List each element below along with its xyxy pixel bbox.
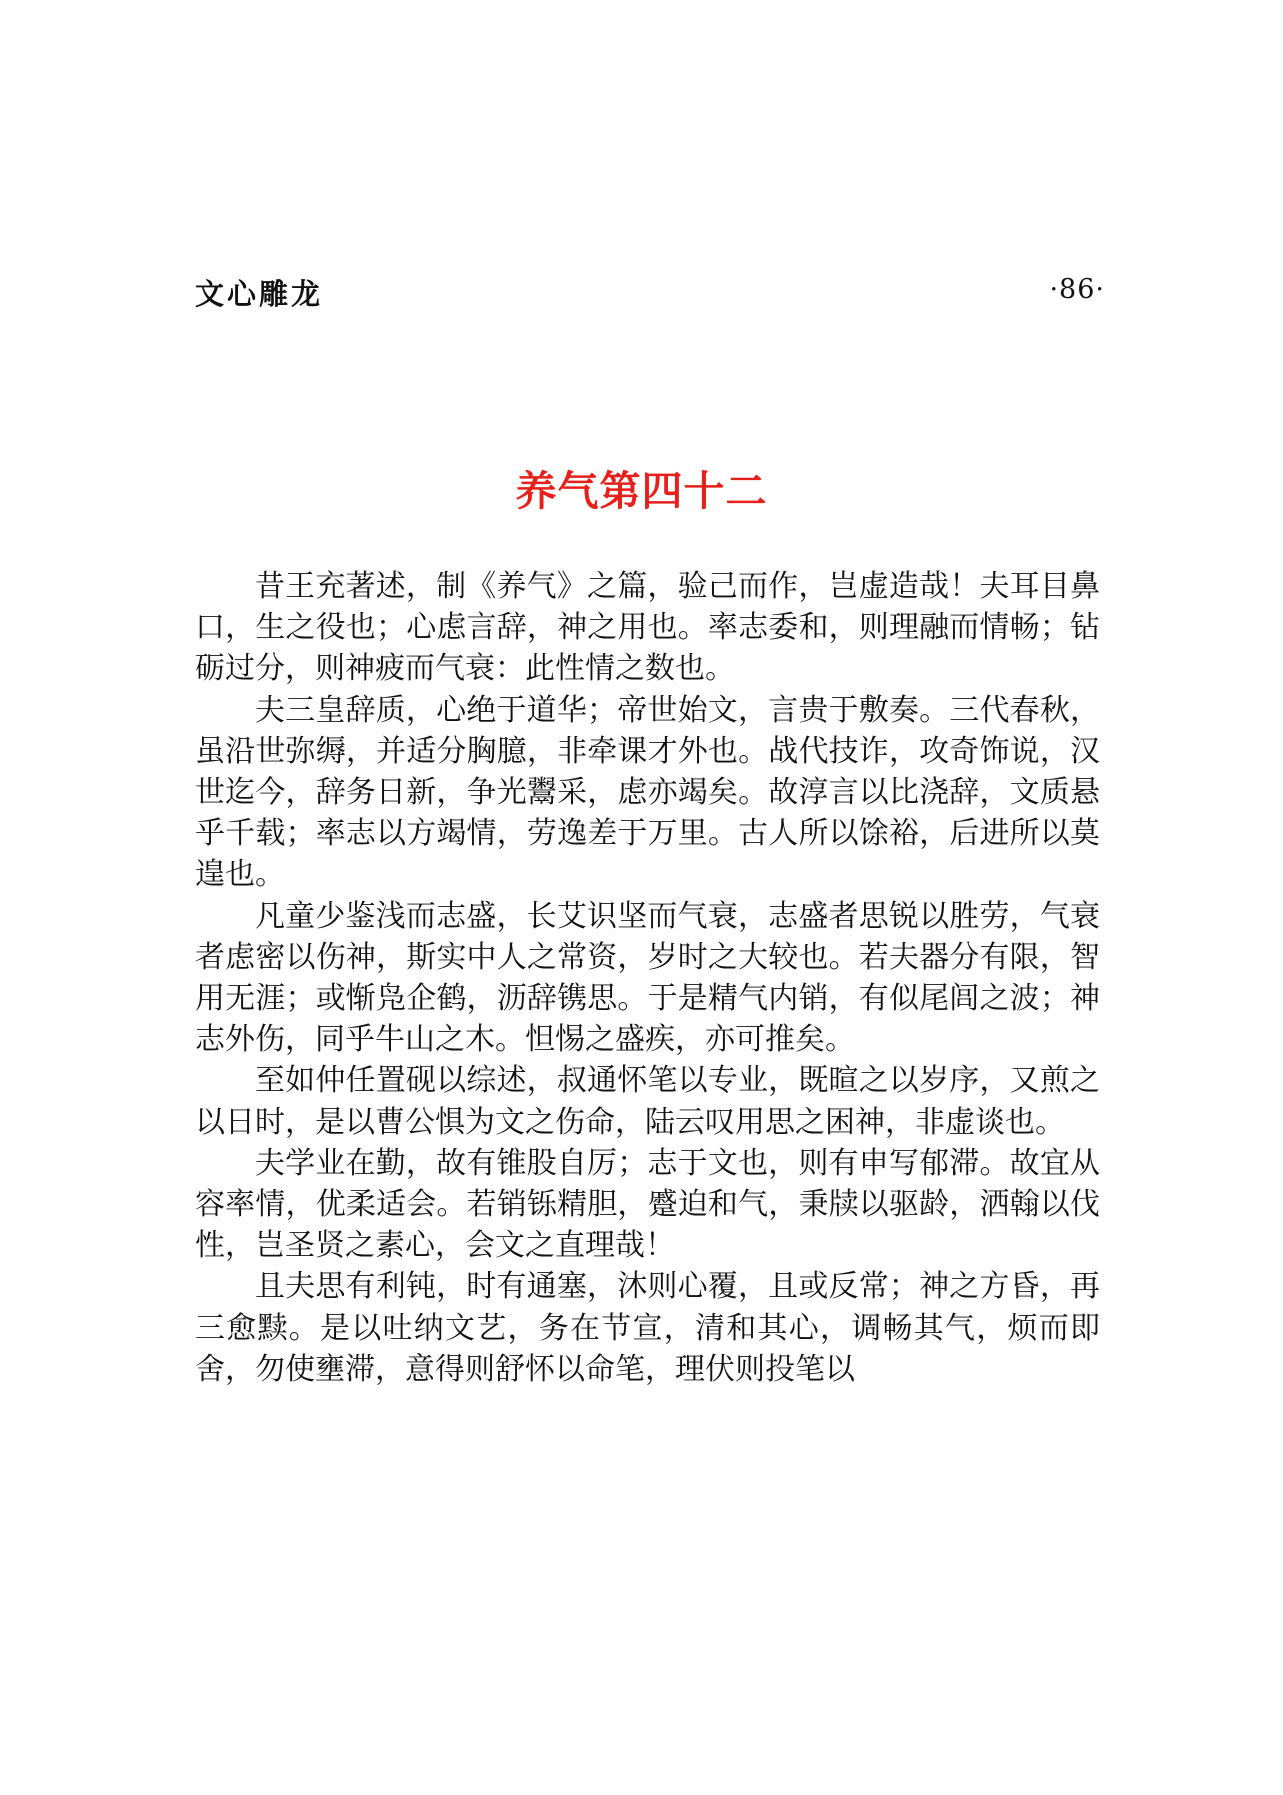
paragraph-3: 凡童少鉴浅而志盛，长艾识坚而气衰，志盛者思锐以胜劳，气衰者虑密以伤神，斯实中人之常资，岁时之大较也。若夫器分有限，智用无涯；或惭凫企鹤，沥辞镌思。于是精气内销，有似尾闾之波；神志外伤，同乎牛山之木。怛惕之盛疾，亦可推矣。 (195, 898, 1100, 1058)
paragraph-4: 至如仲任置砚以综述，叔通怀笔以专业，既暄之以岁序，又煎之以日时，是以曹公惧为文之伤命，陆云叹用思之困神，非虚谈也。 (195, 1063, 1100, 1140)
book-title: 文心雕龙 (195, 277, 324, 311)
running-head (195, 272, 1105, 316)
chapter-title: 养气第四十二 (515, 467, 768, 515)
paragraph-2: 夫三皇辞质，心绝于道华；帝世始文，言贵于敷奏。三代春秋，虽沿世弥缛，并适分胸臆，非牵课才外也。战代技诈，攻奇饰说，汉世迄今，辞务日新，争光鬻采，虑亦竭矣。故淳言以比浇辞，文质悬乎千载；率志以方竭情，劳逸差于万里。古人所以馀裕，后进所以莫遑也。 (195, 692, 1100, 893)
paragraph-5: 夫学业在勤，故有锥股自厉；志于文也，则有申写郁滞。故宜从容率情，优柔适会。若销铄精胆，蹙迫和气，秉牍以驱龄，洒翰以伐性，岂圣贤之素心，会文之直理哉！ (195, 1145, 1100, 1264)
paragraph-1: 昔王充著述，制《养气》之篇，验己而作，岂虚造哉！夫耳目鼻口，生之役也；心虑言辞，神之用也。率志委和，则理融而情畅；钻砺过分，则神疲而气衰：此性情之数也。 (195, 569, 1100, 687)
page-number: ·86· (1049, 274, 1105, 305)
paragraph-6: 且夫思有利钝，时有通塞，沐则心覆，且或反常；神之方昏，再三愈黩。是以吐纳文艺，务在节宣，清和其心，调畅其气，烦而即舍，勿使壅滞，意得则舒怀以命笔，理伏则投笔以 (195, 1269, 1100, 1387)
body-text (195, 566, 1100, 1390)
